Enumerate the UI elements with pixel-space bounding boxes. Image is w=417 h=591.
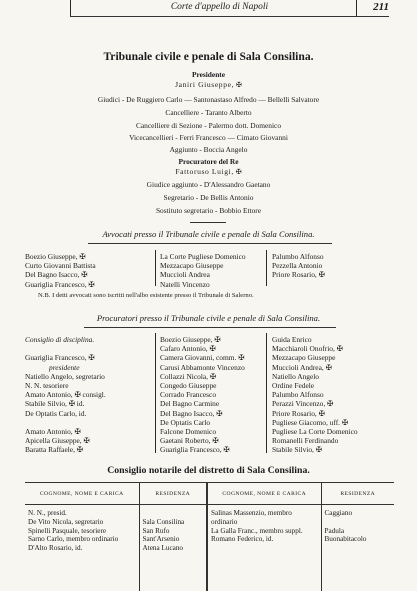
column-rule [155, 250, 156, 286]
list-item: Natiello Angelo, segretario [25, 371, 105, 381]
list-item: Amato Antonio, ✠ consigl. [25, 390, 106, 400]
header-left-rule [70, 0, 71, 16]
list-item: Guariglia Francesco, ✠ [25, 353, 95, 363]
list-item: Camera Giovanni, comm. ✠ [160, 353, 245, 363]
list-item: Perazzi Vincenzo, ✠ [272, 399, 334, 409]
list-item [25, 418, 106, 427]
table-cell [139, 505, 207, 591]
list-item: Del Bagno Carmine [160, 399, 220, 409]
list-item: Guariglia Francesco, ✠ [160, 445, 230, 455]
consiglio-disciplina-heading: Consiglio di disciplina. [25, 335, 95, 344]
list-item: D'Alto Rosario, id. [28, 544, 83, 553]
list-item: Pugliese La Corte Domenico [272, 427, 358, 437]
giudici-line: Giudici - De Ruggiero Carlo — Santonastaso Alfredo — Bellelli Salvatore [97, 95, 320, 104]
cross-seal-icon: ✠ [235, 81, 242, 89]
list-item: Caggiano [324, 509, 353, 517]
list-item: Salinas Massenzio, membro ordinario [211, 509, 292, 526]
list-item: Stabile Silvio, ✠ id. [25, 399, 85, 409]
list-item: La Galla Franc., membro suppl. [211, 526, 303, 535]
segretario-line: Segretario - De Bellis Antonio [163, 193, 254, 202]
presidente-name: Janiri Giuseppe, [175, 80, 235, 89]
notarile-table [25, 482, 394, 591]
list-item: Amato Antonio, ✠ [25, 427, 81, 437]
list-item: Sant'Arsenio [142, 535, 180, 544]
procuratore-label: Procuratore del Re [178, 157, 239, 166]
list-item: Del Bagno Isacco, ✠ [160, 408, 223, 418]
list-item: N. N. tesoriere [25, 381, 69, 391]
list-item: Buonabitacolo [324, 535, 367, 544]
tribunale-title: Tribunale civile e penale di Sala Consilina. [103, 50, 314, 63]
list-item: San Rufo [142, 526, 170, 535]
list-item: Congedo Giuseppe [160, 381, 217, 391]
list-item: Mezzacapo Giuseppe [160, 261, 224, 271]
avvocati-col-2 [160, 252, 246, 289]
list-item: De Optatis Carlo, id. [25, 408, 87, 418]
list-item: Romanelli Ferdinando [272, 436, 339, 446]
list-item: La Corte Pugliese Domenico [160, 252, 246, 261]
aggiunto-line: Aggiunto - Boccia Angelo [169, 145, 248, 154]
column-header: RESIDENZA [139, 483, 207, 505]
list-item: Macchiaroli Onofrio, ✠ [272, 344, 343, 354]
procuratore-line [0, 167, 417, 176]
table-cell [207, 505, 321, 591]
avvocati-note: N.B. I detti avvocati sono iscritti nell'albo esistente presso il Tribunale di Salerno. [38, 292, 254, 299]
procuratori-col-1 [25, 335, 106, 455]
running-title: Corte d'appello di Napoli [170, 2, 269, 12]
presidente-line [0, 80, 417, 89]
list-item: Guida Enrico [272, 335, 312, 344]
list-item: Corrado Francesco [160, 390, 217, 400]
list-item: Falcone Domenico [160, 427, 217, 437]
column-header: COGNOME, NOME E CARICA [207, 483, 321, 505]
column-rule [266, 333, 267, 453]
list-item: Muccioli Andrea [160, 270, 210, 280]
list-item: Ordine Fedele [272, 381, 315, 391]
notarile-title [0, 465, 417, 476]
cancelliere-line: Cancelliere - Taranto Alberto [165, 108, 252, 117]
header-rule [70, 16, 389, 17]
list-item: Del Bagno Isacco, ✠ [25, 270, 88, 280]
column-header: COGNOME, NOME E CARICA [25, 483, 139, 505]
list-item: Mezzacapo Giuseppe [272, 353, 336, 363]
list-item: N. N., presid. [28, 509, 67, 517]
list-item: Muccioli Andrea, ✠ [272, 362, 332, 372]
running-header [72, 2, 389, 15]
list-item: Priore Rosario, ✠ [272, 270, 325, 280]
presidente-label: Presidente [191, 70, 226, 79]
list-item: Padula [324, 526, 345, 535]
list-item: Stabile Silvio, ✠ [272, 445, 322, 455]
list-item: Spinelli Pasquale, tesoriere [28, 526, 107, 535]
list-item: Baratta Raffaele, ✠ [25, 445, 83, 455]
list-item: De Vito Nicola, segretario [28, 517, 104, 526]
list-item [25, 344, 106, 353]
vicecancellieri-line: Vicecancellieri - Ferri Francesco — Cimato Giovanni [129, 133, 288, 142]
table-cell [25, 505, 139, 591]
list-item: Boezio Giuseppe, ✠ [160, 335, 221, 344]
list-item: Curto Giovanni Battista [25, 261, 96, 271]
procuratori-title: Procuratori presso il Tribunale civile e penale di Sala Consilina. [96, 313, 321, 323]
avvocati-col-1 [25, 252, 96, 289]
procuratore-name: Fattoruso Luigi, [175, 167, 234, 176]
list-item: Cafaro Antonio, ✠ [160, 344, 216, 354]
list-item: Palumbo Alfonso [272, 390, 324, 400]
list-item [143, 509, 205, 518]
sostituto-segretario-line: Sostituto segretario - Bobbio Ettore [155, 206, 262, 215]
list-item: Pezzella Antonio [272, 261, 323, 271]
list-item: De Optatis Carlo [160, 417, 211, 427]
list-item: Atena Lucano [142, 544, 184, 553]
giudice-aggiunto-line: Giudice aggiunto - D'Alessandro Gaetano [146, 180, 271, 189]
list-item: Pugliese Giacomo, uff. ✠ [272, 417, 349, 427]
list-item [325, 518, 393, 527]
avvocati-rule [88, 243, 332, 244]
avvocati-col-3 [272, 252, 325, 280]
list-item: Romano Federico, id. [211, 535, 274, 544]
table-row [25, 505, 394, 591]
list-item: Natiello Angelo [272, 371, 320, 381]
list-item: Boezio Giuseppe, ✠ [25, 252, 86, 261]
list-item: presidente [49, 362, 80, 372]
list-item: Priore Rosario, ✠ [272, 408, 325, 418]
list-item: Apicella Giuseppe, ✠ [25, 436, 90, 446]
list-item: Carusi Abbamonte Vincenzo [160, 362, 245, 372]
cancelliere-sezione-line: Cancelliere di Sezione - Palermo dott. Domenico [135, 121, 282, 130]
section-divider [190, 222, 226, 223]
column-rule [266, 250, 267, 286]
column-header: RESIDENZA [321, 483, 394, 505]
avvocati-title: Avvocati presso il Tribunale civile e penale di Sala Consilina. [102, 229, 315, 239]
list-item: Palumbo Alfonso [272, 252, 324, 261]
list-item: Gaetani Roberto, ✠ [160, 436, 219, 446]
page-number: 211 [373, 1, 389, 13]
list-item: Sala Consilina [142, 517, 185, 526]
header-right-rule [356, 0, 357, 16]
column-rule [155, 333, 156, 453]
list-item: Collazzi Nicola, ✠ [160, 371, 217, 381]
procuratori-rule [84, 327, 336, 328]
table-header-row [25, 483, 394, 505]
table-cell [321, 505, 394, 591]
cross-seal-icon: ✠ [235, 168, 242, 176]
notarile-title-text: Consiglio notarile del distretto di Sala Consilina. [107, 465, 310, 476]
procuratori-col-3 [272, 335, 358, 455]
list-item: Natelli Vincenzo [160, 279, 210, 289]
list-item: Guariglia Francesco, ✠ [25, 279, 95, 289]
procuratori-col-2 [160, 335, 245, 455]
list-item: Sarno Carlo, membro ordinario [28, 535, 119, 544]
